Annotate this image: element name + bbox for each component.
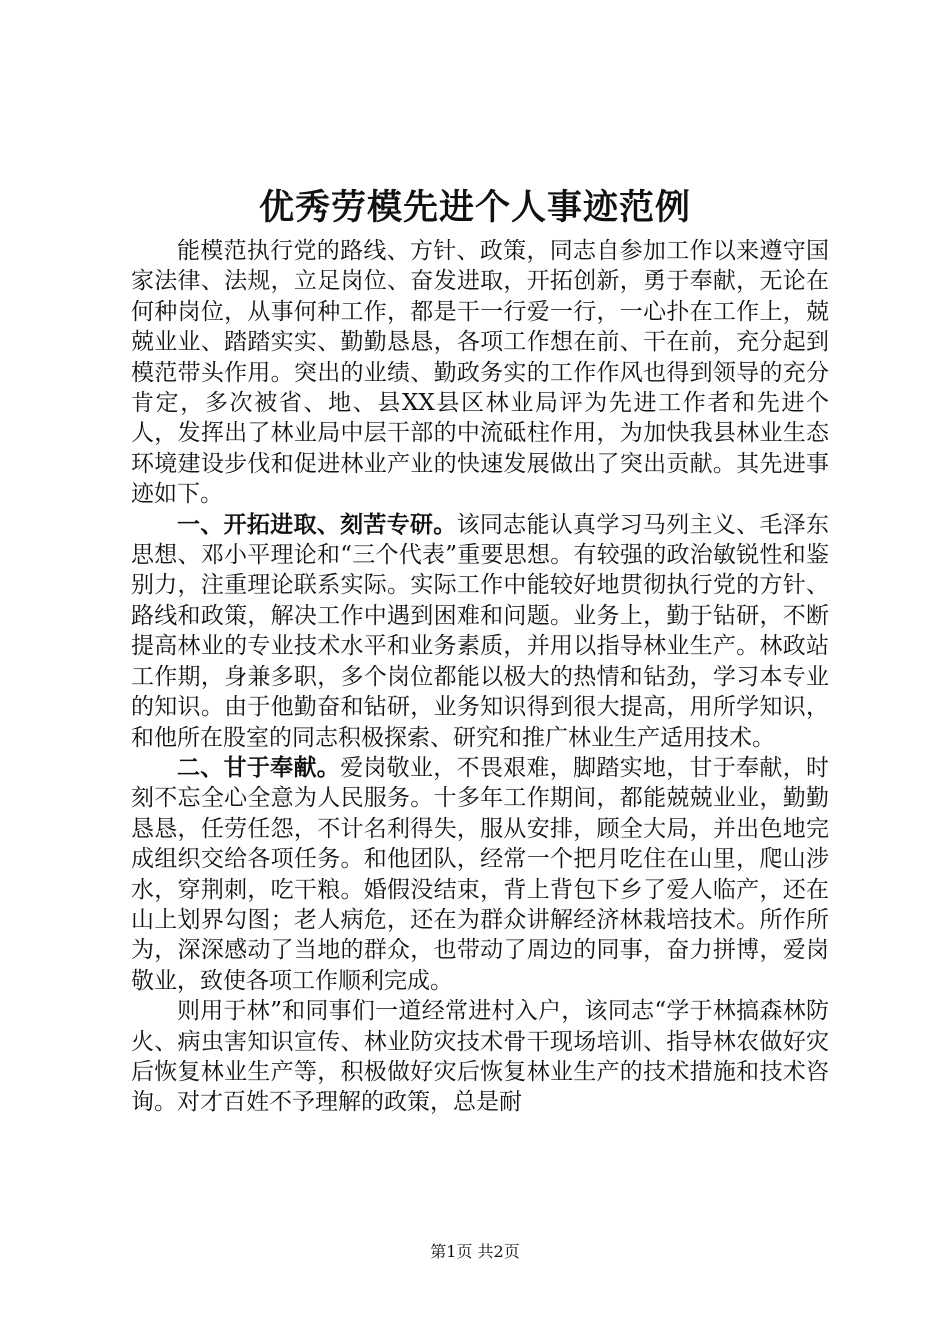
document-body (131, 236, 829, 1118)
paragraph-intro (131, 236, 829, 510)
section-heading: 二、甘于奉献。 (177, 753, 341, 781)
document-title: 优秀劳模先进个人事迹范例 (258, 187, 691, 228)
paragraph-section-1 (131, 510, 829, 753)
paragraph-section-2 (131, 753, 829, 996)
section-heading: 一、开拓进取、刻苦专研。 (177, 510, 457, 538)
page-footer: 第1页 共2页 (430, 1242, 520, 1261)
paragraph-text: 则用于林”和同事们一道经常进村入户，该同志“学于林搞森林防火、病虫害知识宣传、林业防灾技术骨干现场培训、指导林农做好灾后恢复林业生产等，积极做好灾后恢复林业生产的技术措施和技术咨询。对才百姓不予理解的政策，总是耐 (131, 998, 829, 1116)
paragraph-text: 爱岗敬业，不畏艰难，脚踏实地，甘于奉献，时刻不忘全心全意为人民服务。十多年工作期间，都能兢兢业业，勤勤恳恳，任劳任怨，不计名利得失，服从安排，顾全大局，并出色地完成组织交给各项任务。和他团队，经常一个把月吃住在山里，爬山涉水，穿荆刺，吃干粮。婚假没结束，背上背包下乡了爱人临产，还在山上划界勾图；老人病危，还在为群众讲解经济林栽培技术。所作所为，深深感动了当地的群众，也带动了周边的同事，奋力拼博，爱岗敬业，致使各项工作顺利完成。 (131, 754, 830, 994)
paragraph-text: 该同志能认真学习马列主义、毛泽东思想、邓小平理论和“三个代表”重要思想。有较强的政治敏锐性和鉴别力，注重理论联系实际。实际工作中能较好地贯彻执行党的方针、路线和政策，解决工作中遇到困难和问题。业务上，勤于钻研，不断提高林业的专业技术水平和业务素质，并用以指导林业生产。林政站工作期，身兼多职，多个岗位都能以极大的热情和钻劲，学习本专业的知识。由于他勤奋和钻研，业务知识得到很大提高，用所学知识，和他所在股室的同志积极探索、研究和推广林业生产适用技术。 (131, 511, 830, 751)
paragraph-text: 能模范执行党的路线、方针、政策，同志自参加工作以来遵守国家法律、法规，立足岗位、奋发进取，开拓创新，勇于奉献，无论在何种岗位，从事何种工作，都是干一行爱一行，一心扑在工作上，兢兢业业、踏踏实实、勤勤恳恳，各项工作想在前、干在前，充分起到模范带头作用。突出的业绩、勤政务实的工作作风也得到领导的充分肯定，多次被省、地、县XX县区林业局评为先进工作者和先进个人，发挥出了林业局中层干部的中流砥柱作用，为加快我县林业生态环境建设步伐和促进林业产业的快速发展做出了突出贡献。其先进事迹如下。 (131, 238, 829, 508)
paragraph-continuation (131, 996, 829, 1118)
